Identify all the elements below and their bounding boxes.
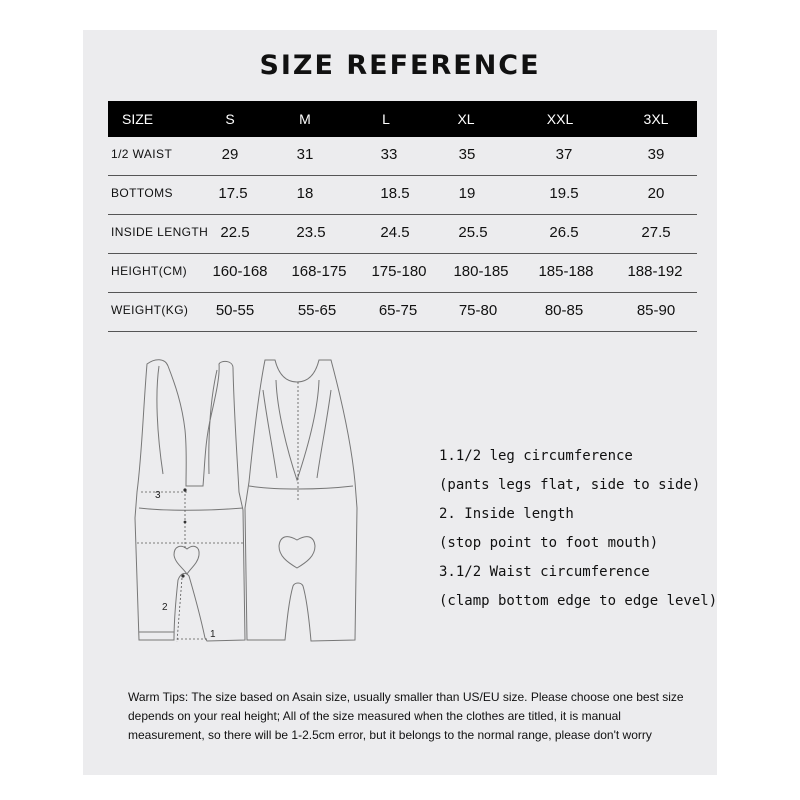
table-cell: 39 xyxy=(647,146,665,163)
front-left-strap-edge xyxy=(157,366,163,474)
front-waist-seam xyxy=(139,508,243,510)
measure-label-3: 3 xyxy=(155,490,161,501)
size-table xyxy=(108,101,697,332)
table-cell: 24.5 xyxy=(380,224,410,241)
table-cell: 188-192 xyxy=(627,263,683,280)
table-cell: 18 xyxy=(296,185,314,202)
table-row xyxy=(108,254,697,293)
table-cell: 85-90 xyxy=(636,302,676,319)
table-header-row xyxy=(108,101,697,137)
header-cell-m: M xyxy=(299,111,311,127)
table-row xyxy=(108,137,697,176)
legend-line: 3.1/2 Waist circumference xyxy=(439,564,650,580)
table-cell: 31 xyxy=(296,146,314,163)
back-right-seam xyxy=(317,390,331,478)
table-cell: 18.5 xyxy=(380,185,410,202)
row-label: 1/2 WAIST xyxy=(111,147,173,161)
table-cell: 75-80 xyxy=(458,302,498,319)
table-cell: 23.5 xyxy=(296,224,326,241)
header-cell-3xl: 3XL xyxy=(643,111,669,127)
table-cell: 180-185 xyxy=(453,263,509,280)
header-cell-size: SIZE xyxy=(122,111,154,127)
table-cell: 160-168 xyxy=(212,263,268,280)
table-cell: 55-65 xyxy=(297,302,337,319)
table-cell: 65-75 xyxy=(378,302,418,319)
row-label: HEIGHT(CM) xyxy=(111,264,187,278)
table-cell: 175-180 xyxy=(371,263,427,280)
table-cell: 26.5 xyxy=(549,224,579,241)
table-row xyxy=(108,293,697,332)
table-cell: 22.5 xyxy=(220,224,250,241)
legend-line: (pants legs flat, side to side) xyxy=(439,477,701,493)
header-cell-xl: XL xyxy=(457,111,475,127)
legend-line: 2. Inside length xyxy=(439,506,574,522)
table-cell: 27.5 xyxy=(641,224,671,241)
table-row xyxy=(108,176,697,215)
bib-shorts-diagram xyxy=(125,350,365,650)
table-cell: 185-188 xyxy=(538,263,594,280)
table-cell: 33 xyxy=(380,146,398,163)
back-waist-seam xyxy=(249,486,353,489)
front-garment-outline xyxy=(135,360,245,641)
legend-line: (clamp bottom edge to edge level) xyxy=(439,593,718,609)
table-cell: 25.5 xyxy=(458,224,488,241)
header-cell-xxl: XXL xyxy=(546,111,574,127)
back-mesh-outline xyxy=(276,380,319,480)
table-cell: 35 xyxy=(458,146,476,163)
table-row xyxy=(108,215,697,254)
table-cell: 168-175 xyxy=(291,263,347,280)
front-chamois-pad xyxy=(174,546,199,574)
table-cell: 20 xyxy=(647,185,665,202)
table-cell: 80-85 xyxy=(544,302,584,319)
row-label: WEIGHT(KG) xyxy=(111,303,189,317)
header-cell-l: L xyxy=(382,111,390,127)
row-label: BOTTOMS xyxy=(111,186,173,200)
header-cell-s: S xyxy=(225,111,235,127)
measurement-legend xyxy=(439,446,717,620)
table-cell: 29 xyxy=(221,146,239,163)
table-cell: 37 xyxy=(555,146,573,163)
legend-line: (stop point to foot mouth) xyxy=(439,535,659,551)
table-cell: 50-55 xyxy=(215,302,255,319)
inside-length-measure-line xyxy=(177,578,182,642)
warm-tips-text: Warm Tips: The size based on Asain size, usually smaller than US/EU size. Please choose one best size depends on your real height; All of the size measured when the clothes are titled, it is manual measurement, so there will be 1-2.5cm error, but it belongs to the normal range, please don't worry xyxy=(128,690,684,742)
table-cell: 19 xyxy=(458,185,476,202)
back-garment-outline xyxy=(245,360,357,641)
back-left-seam xyxy=(263,390,277,478)
page-title: SIZE REFERENCE xyxy=(259,50,541,81)
row-label: INSIDE LENGTH xyxy=(111,225,209,239)
measure-points xyxy=(181,488,186,577)
table-cell: 17.5 xyxy=(218,185,248,202)
back-chamois-pad xyxy=(279,537,315,568)
legend-line: 1.1/2 leg circumference xyxy=(439,448,633,464)
measure-label-1: 1 xyxy=(210,629,216,640)
front-right-strap-edge xyxy=(209,370,217,474)
table-cell: 19.5 xyxy=(549,185,579,202)
measure-label-2: 2 xyxy=(162,602,168,613)
